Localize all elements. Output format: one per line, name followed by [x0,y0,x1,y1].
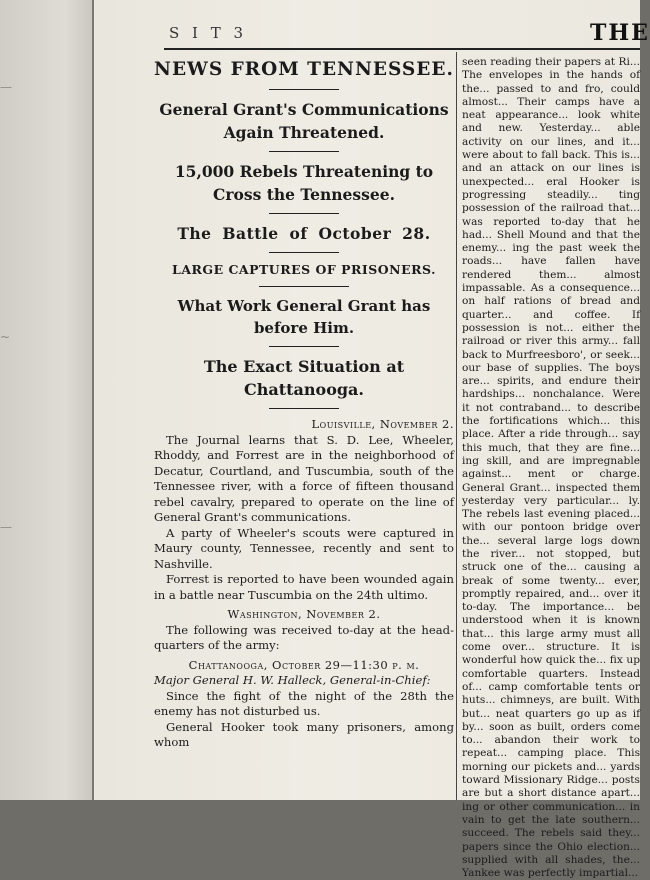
headline-deck: 15,000 Rebels Threatening to Cross the Tennessee. [174,162,434,204]
headline-separator [259,286,349,287]
newspaper-page [94,0,650,880]
paragraph: General Hooker took many prisoners, among whom [154,719,454,749]
left-adjacent-page [0,0,92,800]
headline-deck: LARGE CAPTURES OF PRISONERS. [172,262,436,277]
paragraph: Forrest is reported to have been wounded again in a battle near Tuscumbia on the 24th ultimo. [154,572,454,602]
adjacent-column-text: seen reading their papers at Ri... The envelopes in the hands of the... passed to and fro, could almost... Their camps have a neat appearance... look white and new. Yesterday... able activity on our lines, and it... were about to fall back. This is... and an attack on our lines is unexpected... eral Hooker is progressing steadily... ting possession of the railroad that... was reported to-day that he had... Shell Mound and that the enemy... ing the past week the roads... have fallen have rendered them... almost impassable. As a consequence... on half rations of bread and quarter... and coffee. If possession is not... either the railroad or river this army... fall back to Murfreesboro', or seek... our base of supplies. The boys are... spirits, and endure their hardships... nonchalance. Were it not contraband... to describe the fortifications which... this place. After a ride through... say this much, that they are fine... ing skill, and are impregnable against... ment or charge. General Grant... inspected them yesterday very particular... ly. The rebels last evening placed... with our pontoon bridge over the... several large logs down the river... not stopped, but struck one of the... causing a break of some twenty... ever, promptly repaired, and... over it to-day. The importance... be understood when it is known that... this large army must all come over... structure. It is wonderful how quick the... fix up comfortable quarters. Instead of... camp comfortable tents or huts... chimneys, are built. With but... neat quarters go up as if by... soon as built, orders come to... abandon their work to repeat... camping place. This morning our pickets and... yards toward Missionary Ridge... posts are but a short distance apart... ing or other communication... in vain to get the late southern... succeed. The rebels said they... papers since the Ohio election... supplied with all shades, the... Yankee was perfectly impartial... [462,56,640,880]
masthead-title-fragment: THE [590,20,650,46]
article-column [154,56,454,800]
dateline: Washington, November 2. [227,607,381,621]
left-page-bleed: ~ [0,330,12,344]
headline-deck: General Grant's Communications Again Threatened. [159,100,449,142]
headline-separator [269,89,339,90]
headline-separator [269,346,339,347]
masthead-ornament: S I T 3 [169,24,248,42]
masthead-rule [164,48,640,50]
left-page-bleed: — [0,520,13,534]
paragraph: Since the fight of the night of the 28th the enemy has not disturbed us. [154,688,454,718]
headline-main: NEWS FROM TENNESSEE. [154,59,454,80]
left-page-bleed: — [0,80,13,94]
adjacent-column [462,56,640,880]
headline-deck: The Battle of October 28. [177,224,431,243]
dateline: Louisville, November 2. [311,417,454,431]
paragraph: The Journal learns that S. D. Lee, Wheeler, Rhoddy, and Forrest are in the neighborhood of Decatur, Courtland, and Tuscumbia, south of the Tennessee river, with a force of fifteen thousand rebel cavalry, prepared to operate on the line of General Grant's communications. [154,432,454,524]
paragraph: A party of Wheeler's scouts were captured in Maury county, Tennessee, recently and sent to Nashville. [154,525,454,571]
headline-deck: What Work General Grant has before Him. [177,297,431,337]
headline-separator [269,252,339,253]
headline-separator [269,213,339,214]
headline-deck: The Exact Situation at Chattanooga. [203,357,405,399]
paragraph: The following was received to-day at the head-quarters of the army: [154,622,454,652]
article-body [154,417,454,751]
dateline: Chattanooga, October 29—11:30 p. m. [188,657,420,672]
headline-separator [269,408,339,409]
headline-separator [269,151,339,152]
salutation: Major General H. W. Halleck, General-in-Chief: [154,673,431,687]
column-rule [456,52,457,800]
